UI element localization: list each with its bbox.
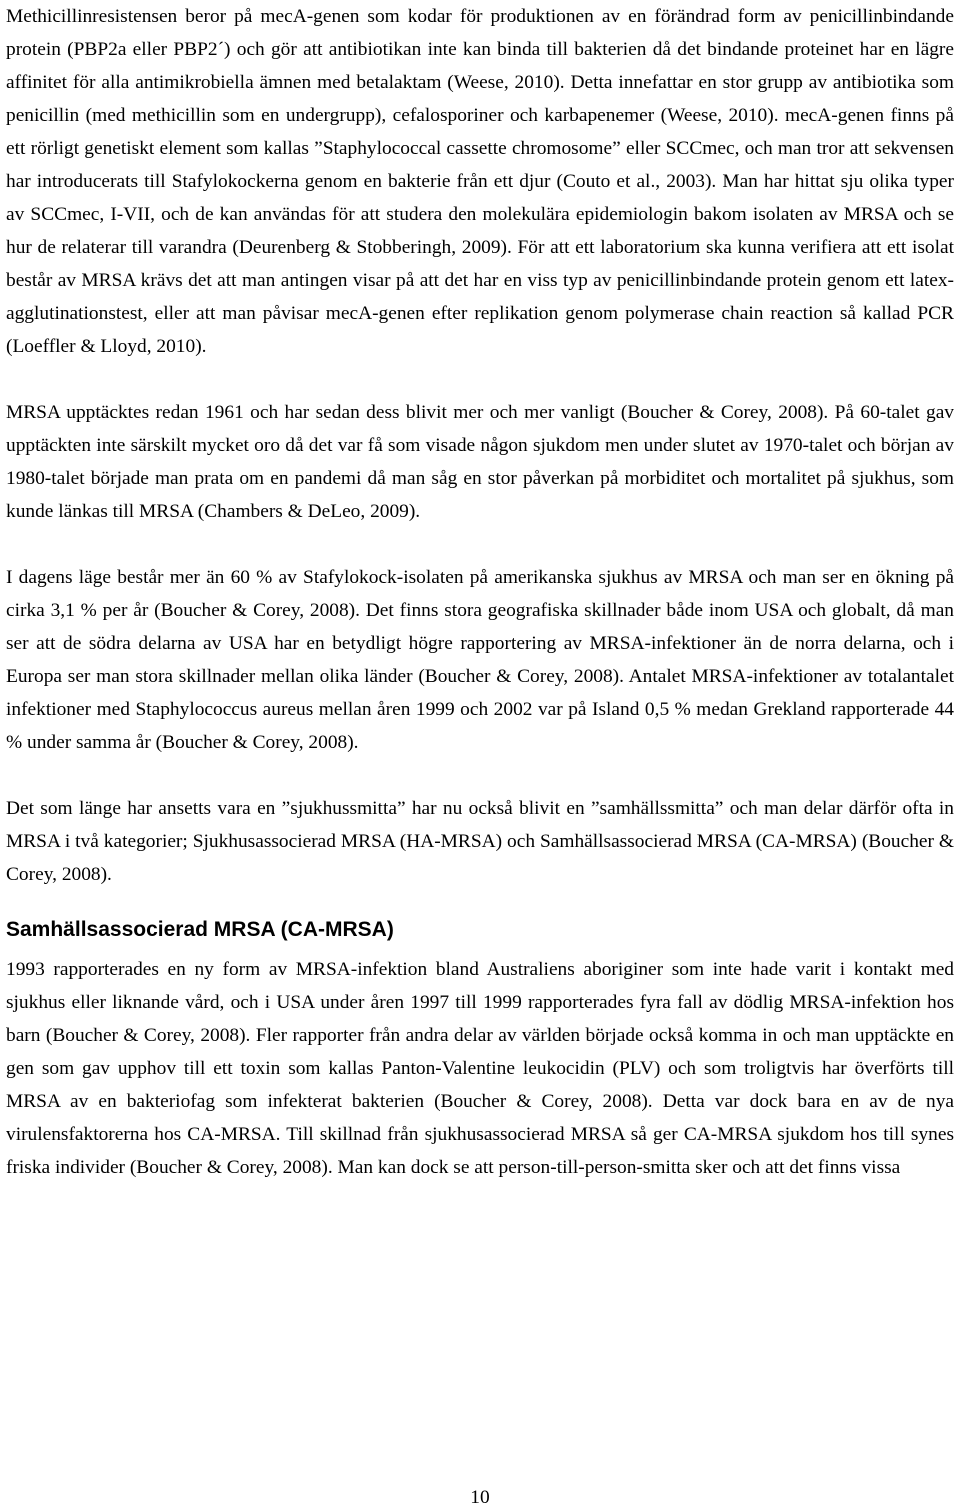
paragraph-ca-mrsa: 1993 rapporterades en ny form av MRSA-infektion bland Australiens aboriginer som inte hade varit i kontakt med sjukhus eller liknande vård, och i USA under åren 1997 till 1999 rapporterades fyra fall av dödlig MRSA-infektion hos barn (Boucher & Corey, 2008). Fler rapporter från andra delar av världen började också komma in och man upptäckte en gen som gav upphov till ett toxin som kallas Panton-Valentine leukocidin (PLV) och som troligtvis har överförts till MRSA av en bakteriofag som infekterat bakterien (Boucher & Corey, 2008). Detta var dock bara en av de nya virulensfaktorerna hos CA-MRSA. Till skillnad från sjukhusassocierad MRSA så ger CA-MRSA sjukdom hos till synes friska individer (Boucher & Corey, 2008). Man kan dock se att person-till-person-smitta sker och att det finns vissa	[6, 959, 954, 1178]
paragraph-mrsa-prevalence: I dagens läge består mer än 60 % av Stafylokock-isolaten på amerikanska sjukhus av MRSA och man ser en ökning på cirka 3,1 % per år (Boucher & Corey, 2008). Det finns stora geografiska skillnader både inom USA och globalt, då man ser att de södra delarna av USA har en betydligt högre rapportering av MRSA-infektioner än de norra delarna, och i Europa ser man stora skillnader mellan olika länder (Boucher & Corey, 2008). Antalet MRSA-infektioner av totalantalet infektioner med Staphylococcus aureus mellan åren 1999 och 2002 var på Island 0,5 % medan Grekland rapporterade 44 % under samma år (Boucher & Corey, 2008).	[6, 567, 954, 753]
paragraph-spacer	[6, 363, 954, 396]
paragraph-spacer	[6, 528, 954, 561]
paragraph-spacer	[6, 759, 954, 792]
paragraph-mrsa-categories: Det som länge har ansetts vara en ”sjukhussmitta” har nu också blivit en ”samhällssmitta” och man delar därför ofta in MRSA i två kategorier; Sjukhusassocierad MRSA (HA-MRSA) och Samhällsassocierad MRSA (CA-MRSA) (Boucher & Corey, 2008).	[6, 798, 954, 885]
page-number: 10	[470, 1487, 490, 1508]
section-heading: Samhällsassocierad MRSA (CA-MRSA)	[6, 918, 394, 941]
paragraph-meca-gene: Methicillinresistensen beror på mecA-genen som kodar för produktionen av en förändrad form av penicillinbindande protein (PBP2a eller PBP2´) och gör att antibiotikan inte kan binda till bakterien då det bindande proteinet har en lägre affinitet för alla antimikrobiella ämnen med betalaktam (Weese, 2010). Detta innefattar en stor grupp av antibiotika som penicillin (med methicillin som en undergrupp), cefalosporiner och karbapenemer (Weese, 2010). mecA-genen finns på ett rörligt genetiskt element som kallas ”Staphylococcal cassette chromosome” eller SCCmec, och man tror att sekvensen har introducerats till Stafylokockerna genom en bakterie från ett djur (Couto et al., 2003). Man har hittat sju olika typer av SCCmec, I-VII, och de kan användas för att studera den molekulära epidemiologin bakom isolaten av MRSA och se hur de relaterar till varandra (Deurenberg & Stobberingh, 2009). För att ett laboratorium ska kunna verifiera att ett isolat består av MRSA krävs det att man antingen visar på att det har en viss typ av penicillinbindande protein genom ett latex-agglutinationstest, eller att man påvisar mecA-genen efter replikation genom polymerase chain reaction så kallad PCR (Loeffler & Lloyd, 2010).	[6, 6, 954, 357]
paragraph-mrsa-history: MRSA upptäcktes redan 1961 och har sedan dess blivit mer och mer vanligt (Boucher & Corey, 2008). På 60-talet gav upptäckten inte särskilt mycket oro då det var få som visade någon sjukdom men under slutet av 1970-talet och början av 1980-talet började man prata om en pandemi då man såg en stor påverkan på morbiditet och mortalitet på sjukhus, som kunde länkas till MRSA (Chambers & DeLeo, 2009).	[6, 402, 954, 522]
document-page	[6, 0, 954, 1184]
